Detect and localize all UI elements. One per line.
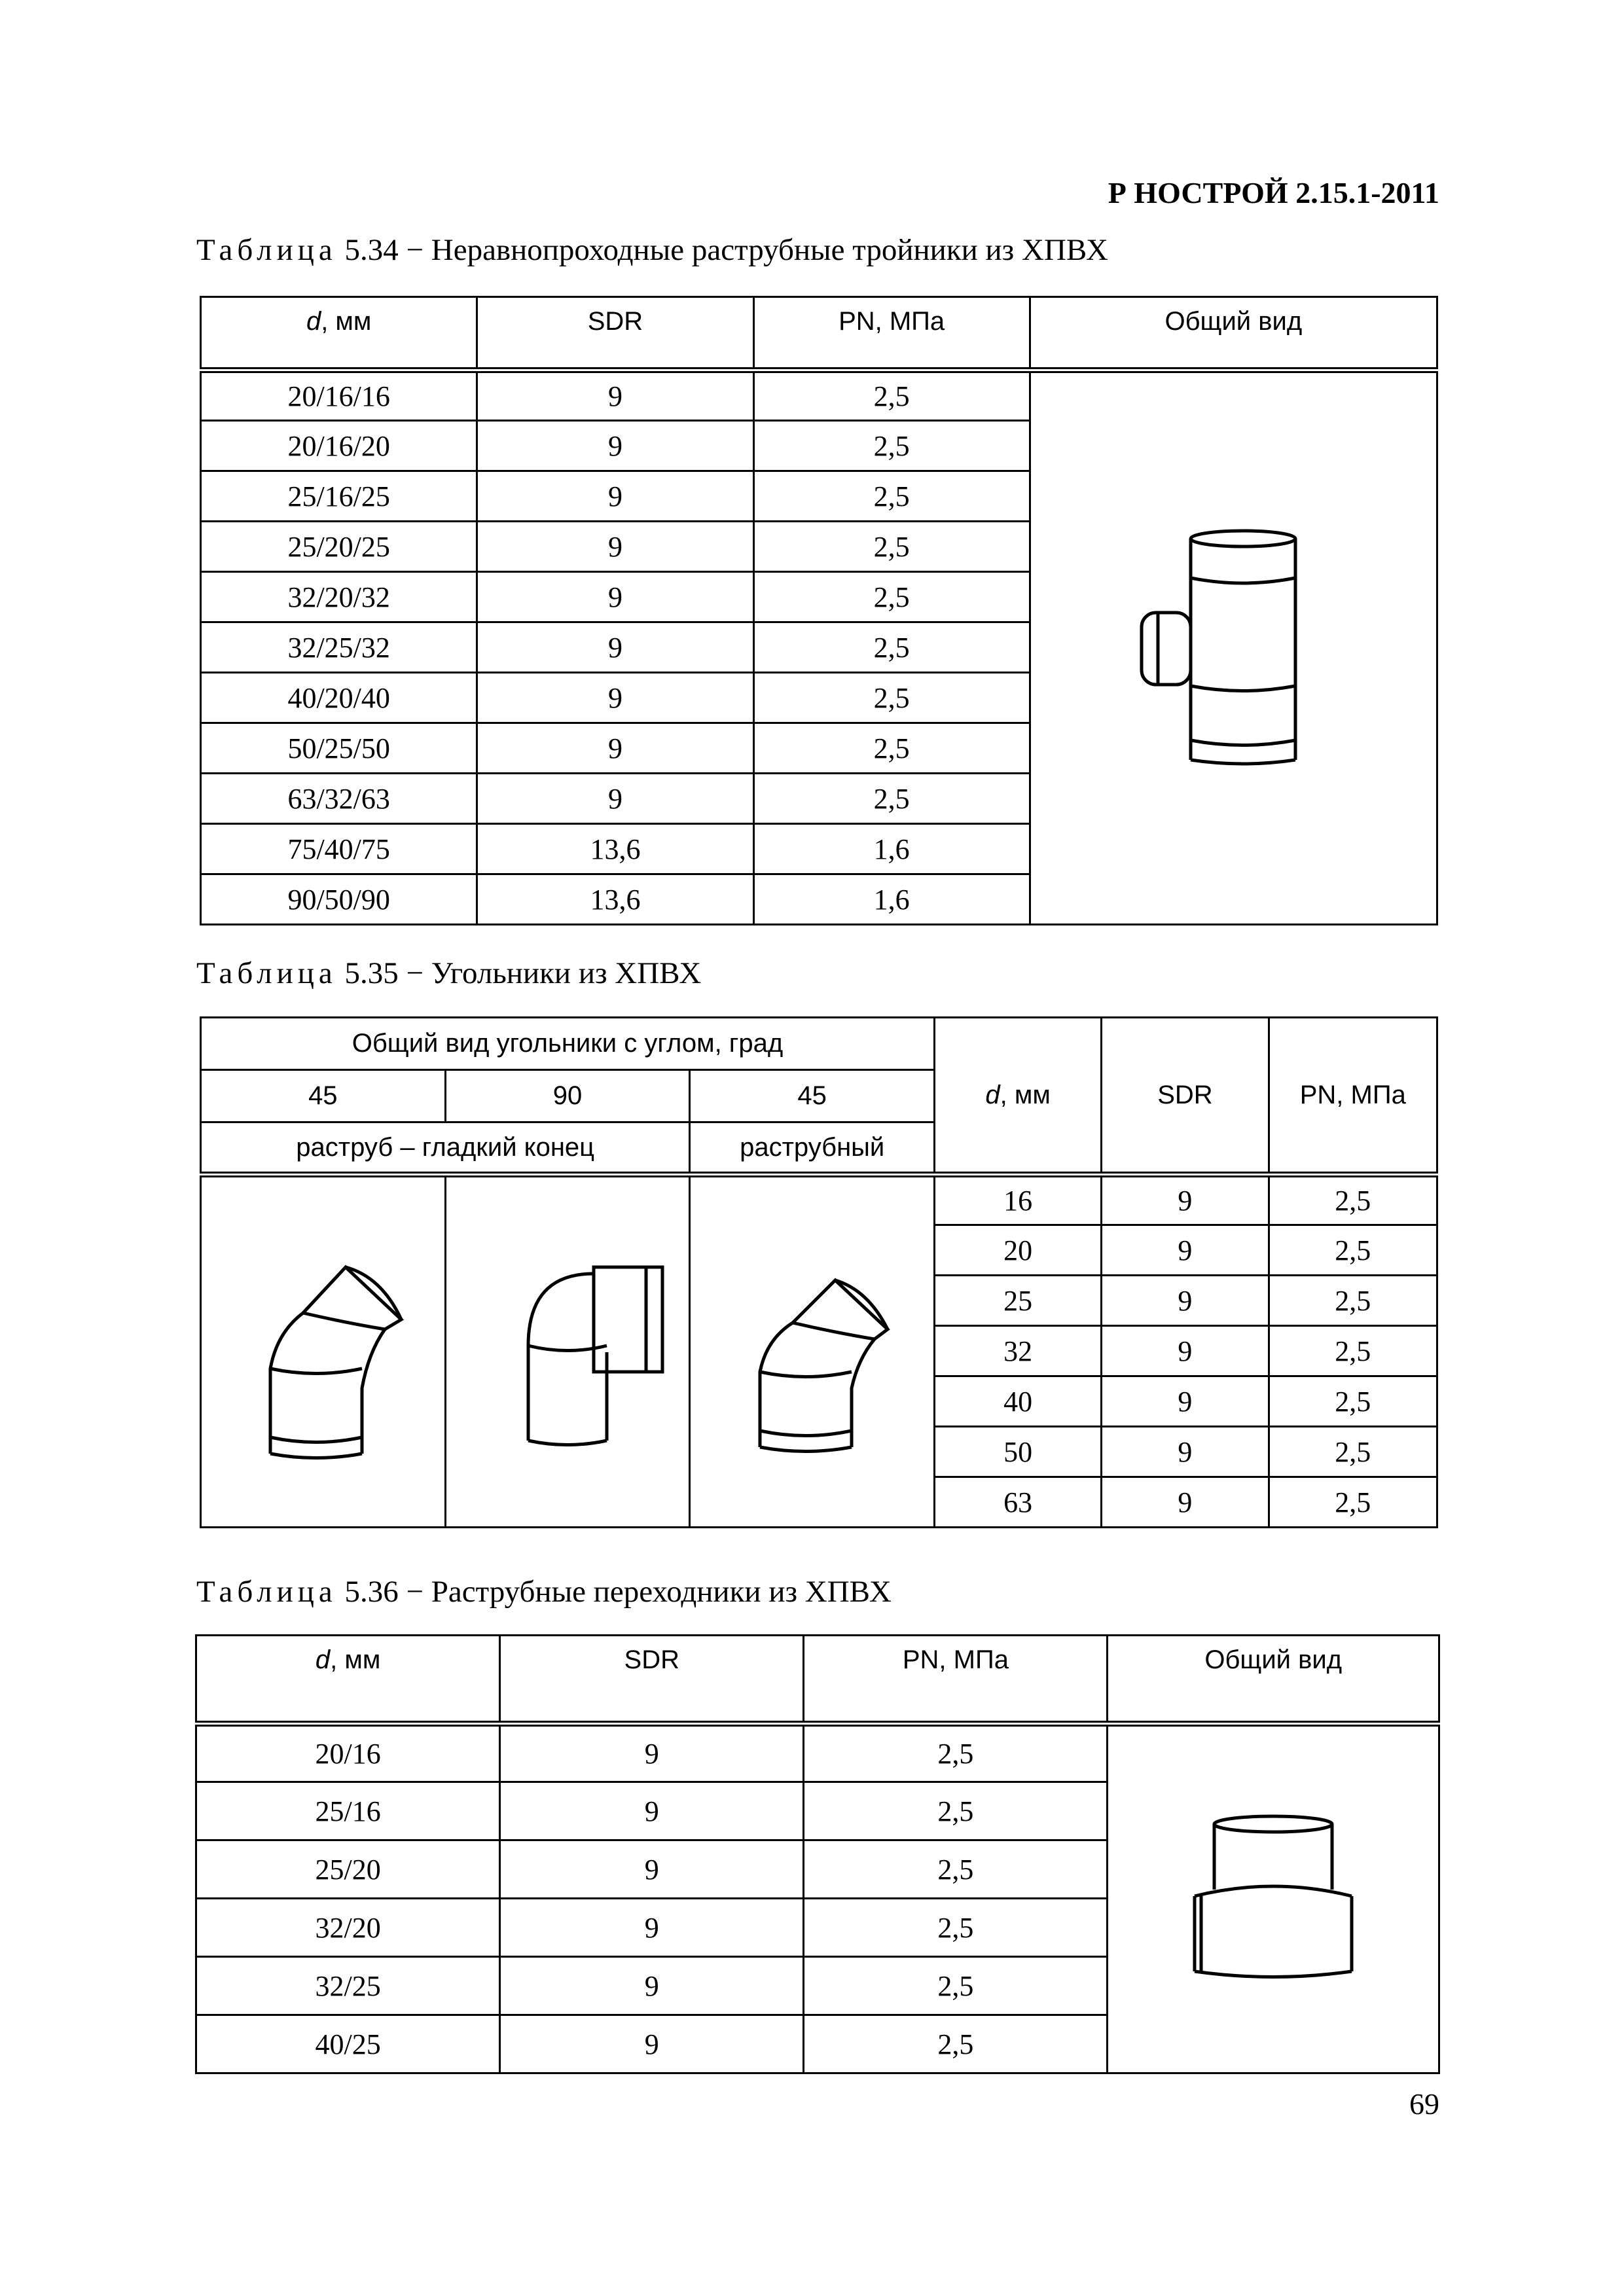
cell-sdr: 9 bbox=[1102, 1427, 1269, 1477]
cell-sdr: 9 bbox=[500, 1957, 804, 2015]
cell-sdr: 9 bbox=[477, 622, 753, 673]
cell-pn: 1,6 bbox=[753, 824, 1030, 874]
col-sdr-header: SDR bbox=[477, 297, 753, 370]
caption-text: 5.36 − Раструбные переходники из ХПВХ bbox=[336, 1575, 892, 1609]
cell-sdr: 9 bbox=[477, 370, 753, 421]
document-header: Р НОСТРОЙ 2.15.1-2011 bbox=[1108, 176, 1439, 209]
cell-d: 32/25 bbox=[196, 1957, 500, 2015]
cell-pn: 2,5 bbox=[753, 471, 1030, 522]
col-d-header: d, мм bbox=[201, 297, 477, 370]
col-pn-header: PN, МПа bbox=[1269, 1018, 1437, 1175]
caption-text: 5.34 − Неравнопроходные раструбные тройники из ХПВХ bbox=[336, 233, 1109, 267]
cell-pn: 2,5 bbox=[804, 1840, 1108, 1899]
cell-d: 20 bbox=[935, 1225, 1102, 1276]
cell-sdr: 9 bbox=[477, 723, 753, 774]
illustration-cell bbox=[201, 1175, 446, 1528]
cell-pn: 2,5 bbox=[1269, 1427, 1437, 1477]
table-row bbox=[201, 370, 1437, 421]
cell-sdr: 13,6 bbox=[477, 824, 753, 874]
cell-sdr: 9 bbox=[1102, 1225, 1269, 1276]
cell-pn: 2,5 bbox=[1269, 1376, 1437, 1427]
cell-d: 32/20 bbox=[196, 1899, 500, 1957]
cell-d: 32 bbox=[935, 1326, 1102, 1376]
reducer-fitting-illustration bbox=[1182, 1811, 1365, 1988]
cell-d: 16 bbox=[935, 1175, 1102, 1225]
cell-pn: 2,5 bbox=[753, 421, 1030, 471]
cell-pn: 2,5 bbox=[1269, 1477, 1437, 1528]
type-socket: раструбный bbox=[690, 1122, 935, 1175]
cell-sdr: 9 bbox=[500, 2015, 804, 2073]
elbow-45-smooth-end-illustration bbox=[231, 1241, 414, 1463]
angle-group-header: Общий вид угольники с углом, град bbox=[201, 1018, 935, 1070]
cell-pn: 2,5 bbox=[804, 1724, 1108, 1782]
table-header-row bbox=[201, 1018, 1437, 1070]
cell-d: 90/50/90 bbox=[201, 874, 477, 925]
cell-sdr: 9 bbox=[1102, 1376, 1269, 1427]
cell-d: 40 bbox=[935, 1376, 1102, 1427]
cell-d: 40/20/40 bbox=[201, 673, 477, 723]
cell-pn: 2,5 bbox=[804, 1899, 1108, 1957]
col-pn-header: PN, МПа bbox=[804, 1636, 1108, 1724]
cell-d: 50 bbox=[935, 1427, 1102, 1477]
caption-prefix: Таблица bbox=[196, 1575, 337, 1609]
cell-d: 50/25/50 bbox=[201, 723, 477, 774]
type-socket-smooth-end: раструб – гладкий конец bbox=[201, 1122, 690, 1175]
cell-d: 20/16/16 bbox=[201, 370, 477, 421]
cell-d: 32/20/32 bbox=[201, 572, 477, 622]
elbow-45-socket-illustration bbox=[721, 1247, 904, 1457]
cell-d: 32/25/32 bbox=[201, 622, 477, 673]
col-pn-header: PN, МПа bbox=[753, 297, 1030, 370]
cell-sdr: 9 bbox=[1102, 1276, 1269, 1326]
table-row bbox=[201, 1175, 1437, 1225]
cell-sdr: 9 bbox=[1102, 1175, 1269, 1225]
cell-d: 40/25 bbox=[196, 2015, 500, 2073]
cell-d: 25/16/25 bbox=[201, 471, 477, 522]
cell-pn: 2,5 bbox=[804, 1957, 1108, 2015]
cell-sdr: 9 bbox=[477, 421, 753, 471]
cell-d: 63 bbox=[935, 1477, 1102, 1528]
cell-pn: 2,5 bbox=[1269, 1276, 1437, 1326]
cell-d: 20/16/20 bbox=[201, 421, 477, 471]
cell-sdr: 9 bbox=[477, 673, 753, 723]
table-5-35 bbox=[200, 1016, 1438, 1528]
cell-sdr: 9 bbox=[500, 1840, 804, 1899]
caption-prefix: Таблица bbox=[196, 956, 337, 990]
cell-pn: 2,5 bbox=[753, 673, 1030, 723]
cell-d: 75/40/75 bbox=[201, 824, 477, 874]
cell-sdr: 13,6 bbox=[477, 874, 753, 925]
cell-pn: 2,5 bbox=[753, 572, 1030, 622]
col-d-header: d, мм bbox=[196, 1636, 500, 1724]
col-view-header: Общий вид bbox=[1030, 297, 1437, 370]
cell-pn: 2,5 bbox=[753, 522, 1030, 572]
cell-sdr: 9 bbox=[500, 1724, 804, 1782]
cell-pn: 2,5 bbox=[1269, 1175, 1437, 1225]
cell-pn: 2,5 bbox=[753, 723, 1030, 774]
cell-d: 25/20 bbox=[196, 1840, 500, 1899]
col-d-header: d, мм bbox=[935, 1018, 1102, 1175]
table-5-34 bbox=[200, 296, 1438, 925]
table-5-35-caption bbox=[196, 956, 701, 991]
cell-d: 25/16 bbox=[196, 1782, 500, 1840]
elbow-90-illustration bbox=[469, 1247, 666, 1457]
illustration-cell bbox=[1030, 370, 1437, 925]
cell-pn: 2,5 bbox=[804, 2015, 1108, 2073]
angle-90: 90 bbox=[445, 1070, 690, 1122]
col-view-header: Общий вид bbox=[1108, 1636, 1439, 1724]
table-5-34-caption bbox=[196, 232, 1108, 268]
illustration-cell bbox=[445, 1175, 690, 1528]
cell-pn: 2,5 bbox=[753, 370, 1030, 421]
cell-sdr: 9 bbox=[500, 1782, 804, 1840]
cell-d: 20/16 bbox=[196, 1724, 500, 1782]
cell-pn: 2,5 bbox=[753, 774, 1030, 824]
cell-pn: 2,5 bbox=[1269, 1225, 1437, 1276]
cell-sdr: 9 bbox=[500, 1899, 804, 1957]
tee-fitting-illustration bbox=[1128, 524, 1338, 773]
cell-sdr: 9 bbox=[477, 572, 753, 622]
table-header-row bbox=[196, 1636, 1439, 1724]
cell-d: 25 bbox=[935, 1276, 1102, 1326]
cell-pn: 2,5 bbox=[804, 1782, 1108, 1840]
page-number: 69 bbox=[1409, 2087, 1439, 2121]
illustration-cell bbox=[1108, 1724, 1439, 2073]
cell-sdr: 9 bbox=[1102, 1477, 1269, 1528]
cell-d: 63/32/63 bbox=[201, 774, 477, 824]
cell-pn: 2,5 bbox=[753, 622, 1030, 673]
cell-sdr: 9 bbox=[1102, 1326, 1269, 1376]
angle-45-b: 45 bbox=[690, 1070, 935, 1122]
cell-sdr: 9 bbox=[477, 522, 753, 572]
cell-pn: 2,5 bbox=[1269, 1326, 1437, 1376]
table-5-36-caption bbox=[196, 1574, 892, 1609]
cell-pn: 1,6 bbox=[753, 874, 1030, 925]
table-5-36 bbox=[195, 1634, 1440, 2074]
cell-d: 25/20/25 bbox=[201, 522, 477, 572]
angle-45-a: 45 bbox=[201, 1070, 446, 1122]
col-sdr-header: SDR bbox=[1102, 1018, 1269, 1175]
table-header-row bbox=[201, 297, 1437, 370]
col-sdr-header: SDR bbox=[500, 1636, 804, 1724]
cell-sdr: 9 bbox=[477, 471, 753, 522]
caption-prefix: Таблица bbox=[196, 233, 337, 267]
table-row bbox=[196, 1724, 1439, 1782]
caption-text: 5.35 − Угольники из ХПВХ bbox=[336, 956, 702, 990]
cell-sdr: 9 bbox=[477, 774, 753, 824]
illustration-cell bbox=[690, 1175, 935, 1528]
